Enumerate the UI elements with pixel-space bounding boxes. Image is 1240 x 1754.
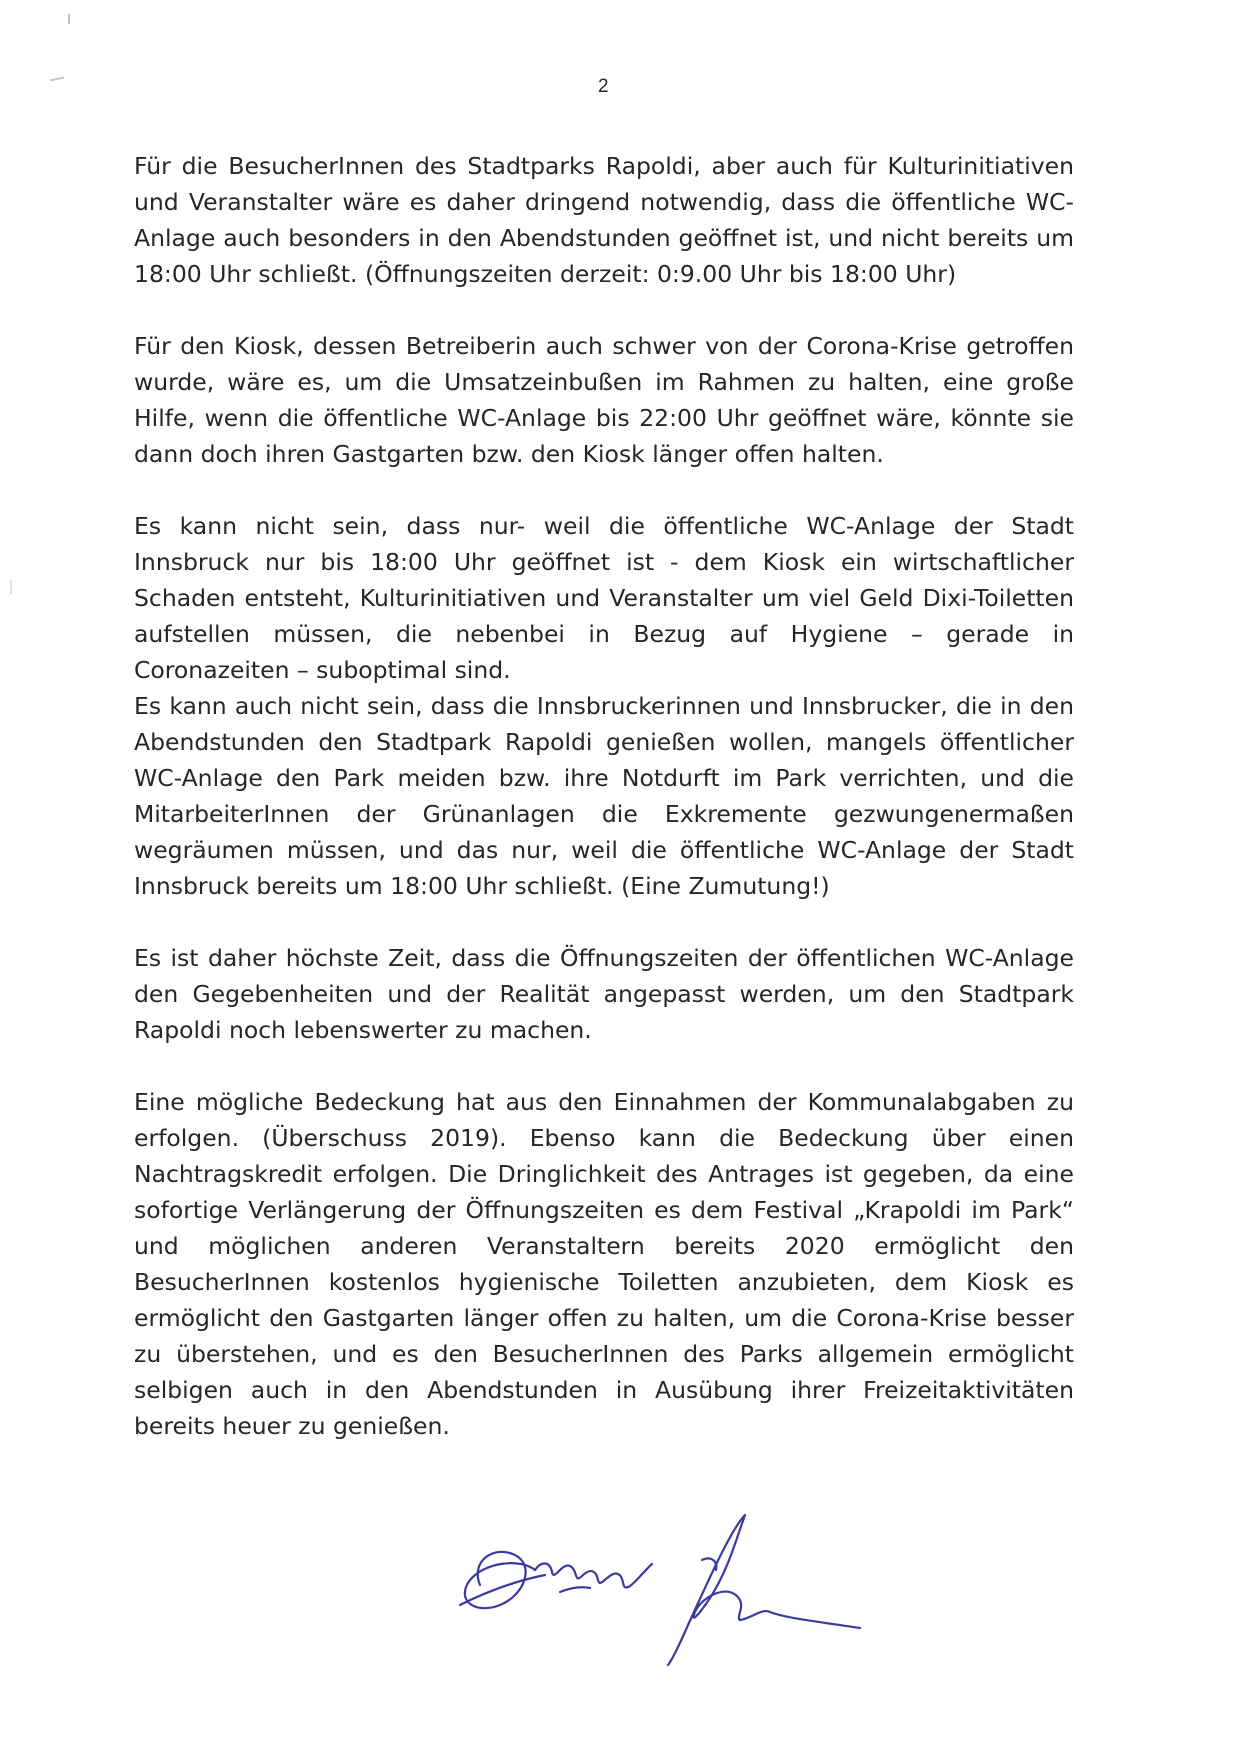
scan-artifact xyxy=(50,77,64,82)
page-number: 2 xyxy=(598,76,609,97)
paragraph-kiosk: Für den Kiosk, dessen Betreiberin auch schwer von der Corona-Krise getroffen wurde, wäre es, um die Umsatzeinbußen im Rahmen zu halten, eine große Hilfe, wenn die öffentliche WC-Anlage bis 22:00 Uhr geöffnet wäre, könnte sie dann doch ihren Gastgarten bzw. den Kiosk länger offen halten. xyxy=(134,332,1074,468)
paragraph-opening-hours: Für die BesucherInnen des Stadtparks Rapoldi, aber auch für Kulturinitiativen und Veranstalter wäre es daher dringend notwendig, dass die öffentliche WC-Anlage auch besonders in den Abendstunden geöffnet ist, und nicht bereits um 18:00 Uhr schließt. (Öffnungszeiten derzeit: 0:9.00 Uhr bis 18:00 Uhr) xyxy=(134,152,1074,288)
paragraph-damage: Es kann nicht sein, dass nur- weil die öffentliche WC-Anlage der Stadt Innsbruck nur bis 18:00 Uhr geöffnet ist - dem Kiosk ein wirtschaftlicher Schaden entsteht, Kulturinitiativen und Veranstalter um viel Geld Dixi-Toiletten aufstellen müssen, die nebenbei in Bezug auf Hygiene – gerade in Coronazeiten – suboptimal sind. xyxy=(134,512,1074,684)
scan-artifact xyxy=(10,580,12,594)
handwritten-signature xyxy=(440,1500,910,1670)
scan-artifact xyxy=(68,14,70,24)
document-body xyxy=(134,148,1074,1444)
paragraph-conclusion: Es ist daher höchste Zeit, dass die Öffnungszeiten der öffentlichen WC-Anlage den Gegebenheiten und der Realität angepasst werden, um den Stadtpark Rapoldi noch lebenswerter zu machen. xyxy=(134,944,1074,1044)
paragraph-funding: Eine mögliche Bedeckung hat aus den Einnahmen der Kommunalabgaben zu erfolgen. (Überschuss 2019). Ebenso kann die Bedeckung über einen Nachtragskredit erfolgen. Die Dringlichkeit des Antrages ist gegeben, da eine sofortige Verlängerung der Öffnungszeiten es dem Festival „Krapoldi im Park“ und möglichen anderen Veranstaltern bereits 2020 ermöglicht den BesucherInnen kostenlos hygienische Toiletten anzubieten, dem Kiosk es ermöglicht den Gastgarten länger offen zu halten, um die Corona-Krise besser zu überstehen, und es den BesucherInnen des Parks allgemein ermöglicht selbigen auch in den Abendstunden in Ausübung ihrer Freizeitaktivitäten bereits heuer zu genießen. xyxy=(134,1088,1074,1440)
paragraph-residents: Es kann auch nicht sein, dass die Innsbruckerinnen und Innsbrucker, die in den Abendstunden den Stadtpark Rapoldi genießen wollen, mangels öffentlicher WC-Anlage den Park meiden bzw. ihre Notdurft im Park verrichten, und die MitarbeiterInnen der Grünanlagen die Exkremente gezwungenermaßen wegräumen müssen, und das nur, weil die öffentliche WC-Anlage der Stadt Innsbruck bereits um 18:00 Uhr schließt. (Eine Zumutung!) xyxy=(134,692,1074,900)
